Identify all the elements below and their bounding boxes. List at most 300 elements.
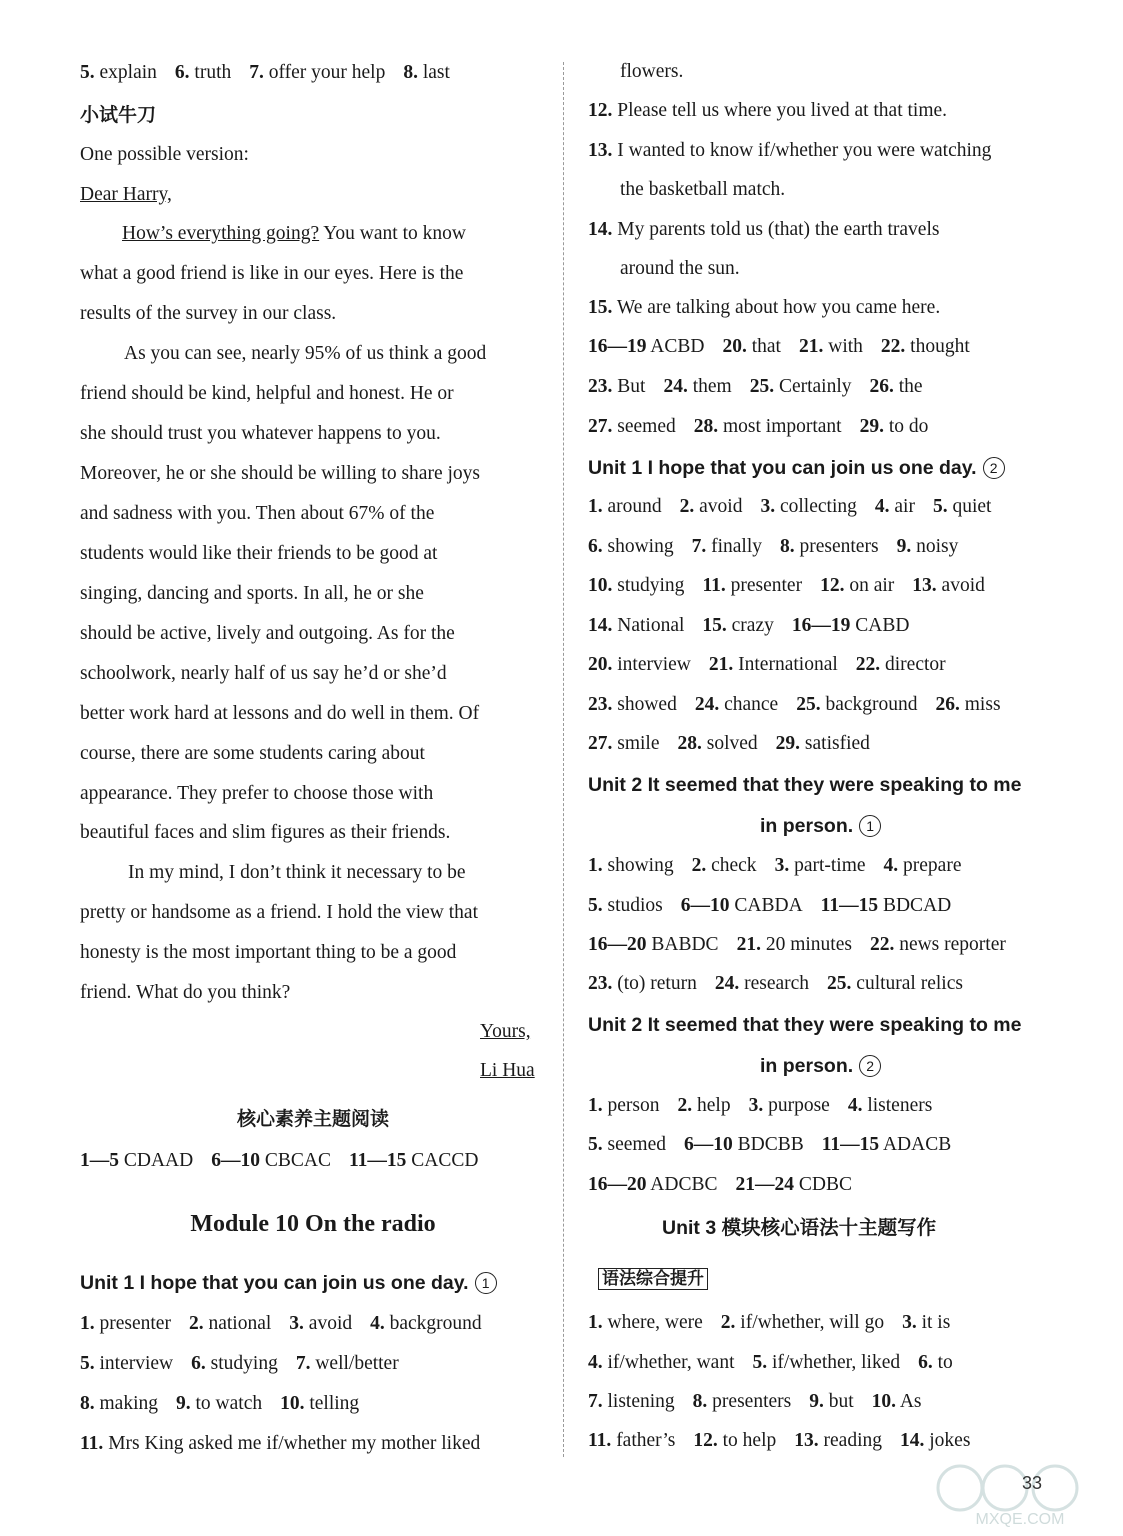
answer-text: showing [602,855,674,876]
letter-line [122,221,466,247]
answer-number: 27. [588,416,613,437]
answer-line [588,494,1009,520]
answer-item [860,416,929,437]
watermark-text: MXQE.COM [975,1511,1065,1528]
answer-item [870,934,1006,955]
watermark-logo [930,1458,1110,1528]
answer-item [900,1430,970,1451]
answer-item [821,895,952,916]
answer-item [80,62,157,83]
answer-text: We are talking about how you came here. [612,297,941,318]
answer-line [620,59,701,85]
answer-number: 23. [588,694,613,715]
unit-title: in person. [760,1055,854,1077]
answer-number: 20. [588,654,613,675]
answer-number: 29. [775,733,801,754]
answer-item [792,615,910,636]
answer-number: 21—24 [735,1174,794,1195]
answer-text: to do [883,416,929,437]
answer-item [176,1393,262,1414]
answer-text: collecting [775,496,857,517]
answer-item [902,1312,950,1333]
answer-item [588,654,691,675]
answer-number: 2. [679,496,695,517]
answer-number: 2. [677,1095,693,1116]
answer-text: seemed [602,1134,666,1155]
answer-number: 2. [691,855,707,876]
answer-text: jokes [924,1430,971,1451]
answer-item [796,694,917,715]
answer-number: 6—10 [680,895,730,916]
answer-text: news reporter [894,934,1006,955]
answer-item [872,1391,922,1412]
answer-text: but [823,1391,854,1412]
answer-number: 21. [798,336,824,357]
answer-number: 1—5 [80,1150,119,1171]
module-title: Module 10 On the radio [190,1211,436,1237]
answer-number: 24. [714,973,740,994]
answer-number: 4. [588,1352,603,1373]
letter-line: friend should be kind, helpful and honest. He or [80,383,454,404]
answer-text: Certainly [774,376,852,397]
answer-item [918,1352,953,1373]
answer-text: interview [94,1353,174,1374]
answer-text: noisy [911,536,959,557]
answer-number: 3. [774,855,790,876]
answer-item [760,496,856,517]
answer-text: listeners [862,1095,933,1116]
answer-item [780,536,879,557]
answer-item [620,258,740,279]
answer-item [737,934,852,955]
answer-text: purpose [763,1095,830,1116]
letter-line: schoolwork, nearly half of us say he’d or she’d [80,663,447,684]
answer-line [588,1172,870,1198]
answer-item [588,855,674,876]
answer-item [588,1352,735,1373]
answer-item [775,855,866,876]
answer-line [588,217,957,243]
answer-text: BDCBB [732,1134,804,1155]
answer-text: BDCAD [878,895,952,916]
answer-number: 9. [176,1393,191,1414]
unit-heading-cont [760,1053,881,1079]
answer-item [695,694,778,715]
answer-number: 4. [874,496,890,517]
answer-number: 8. [80,1393,95,1414]
letter-line: pretty or handsome as a friend. I hold the view that [80,902,479,923]
answer-text: cultural relics [851,973,963,994]
answer-number: 8. [780,536,795,557]
answer-text: CDAAD [119,1150,194,1171]
answer-number: 21. [708,654,734,675]
answer-item [588,1174,717,1195]
answer-number: 9. [809,1391,824,1412]
answer-text: National [612,615,685,636]
unit-title: Unit 1 I hope that you can join us one day. [588,457,977,479]
answer-item [588,219,939,240]
answer-text: to help [717,1430,777,1451]
answer-number: 3. [289,1313,304,1334]
answer-text: director [880,654,946,675]
letter-line: and sadness with you. Then about 67% of the [80,503,435,524]
answer-text: satisfied [800,733,870,754]
answer-item [936,694,1001,715]
answer-text: person [602,1095,660,1116]
answer-item [80,1313,171,1334]
answer-item [875,496,915,517]
answer-item [820,575,894,596]
answer-item [588,615,684,636]
answer-item [588,733,660,754]
answer-number: 12. [820,575,845,596]
answer-item [249,62,385,83]
answer-text: national [203,1313,272,1334]
answer-item [588,1134,666,1155]
answer-number: 3. [760,496,776,517]
letter-line: should be active, lively and outgoing. As for the [80,623,455,644]
answer-number: 12. [588,100,613,121]
answer-number: 23. [588,376,613,397]
unit-heading: Unit 3 模块核心语法十主题写作 [662,1217,937,1239]
answer-item [809,1391,853,1412]
answer-text: Please tell us where you lived at that time. [612,100,948,121]
answer-number: 7. [588,1391,603,1412]
answer-item [678,1095,731,1116]
grammar-section-label [598,1266,708,1292]
answer-item [588,1430,675,1451]
unit-heading: Unit 2 It seemed that they were speaking to me [588,774,1022,796]
answer-number: 5. [752,1352,768,1373]
answer-item [80,1150,193,1171]
unit-heading-cont [760,813,881,839]
answer-text: finally [706,536,762,557]
answer-number: 21. [736,934,761,955]
answer-number: 3. [902,1312,917,1333]
answer-item [588,895,663,916]
answer-number: 9. [896,536,912,557]
answer-line [588,932,1024,958]
answer-number: 4. [370,1313,385,1334]
answer-line [588,138,1009,164]
answer-text: presenter [725,575,803,596]
answer-item [702,615,773,636]
answer-line [588,1093,950,1119]
answer-text: background [820,694,918,715]
answer-text: father’s [611,1430,676,1451]
answer-number: 27. [588,733,613,754]
answer-text: if/whether, want [602,1352,735,1373]
answer-item [912,575,985,596]
answer-item [175,62,231,83]
answer-item [722,336,781,357]
answer-line [588,731,888,757]
answer-text: ACBD [646,336,705,357]
answer-number: 8. [692,1391,708,1412]
page-number: 33 [1022,1473,1043,1493]
unit-heading [588,455,1005,481]
circled-number: 2 [983,457,1005,479]
answer-item [370,1313,482,1334]
answer-number: 24. [694,694,720,715]
answer-number: 10. [588,575,613,596]
letter-greeting: Dear Harry, [80,184,172,205]
answer-item [721,1312,884,1333]
answer-text: on air [844,575,895,596]
answer-text: quiet [947,496,992,517]
answer-item [663,376,731,397]
answer-item [588,416,676,437]
letter-line: Moreover, he or she should be willing to share joys [80,463,480,484]
answer-item [692,536,762,557]
answer-number: 6. [588,536,603,557]
letter-line: As you can see, nearly 95% of us think a good [124,343,487,364]
answer-item [588,376,645,397]
answer-number: 2. [188,1313,204,1334]
letter-line: she should trust you whatever happens to you. [80,423,441,444]
answer-text: 20 minutes [760,934,852,955]
unit-title: Unit 1 I hope that you can join us one day. [80,1272,469,1294]
answer-text: presenters [707,1391,792,1412]
answer-item [822,1134,952,1155]
answer-number: 2. [720,1312,736,1333]
answer-line [80,1311,500,1337]
letter-underlined-phrase: How’s everything going? [122,223,320,244]
answer-line [588,334,988,360]
answer-item [588,934,719,955]
answer-item [588,1312,703,1333]
answer-text: interview [612,654,691,675]
answer-number: 24. [663,376,688,397]
answer-item [80,1433,480,1454]
unit-heading [80,1270,497,1296]
answer-text: avoid [694,496,743,517]
answer-text: CABDA [729,895,803,916]
answer-number: 16—20 [588,1174,647,1195]
answer-line [588,295,958,321]
answer-number: 13. [794,1430,819,1451]
answer-text: CABD [850,615,910,636]
answer-line [80,1431,498,1457]
answer-item [680,496,743,517]
answer-item [693,1391,792,1412]
letter-closing: Yours, [480,1021,531,1042]
answer-text: truth [189,62,232,83]
answer-text: CBCAC [259,1150,331,1171]
grammar-box: 语法综合提升 [598,1268,708,1290]
answer-item [702,575,802,596]
answer-number: 16—19 [588,336,647,357]
letter-line: singing, dancing and sports. In all, he or she [80,583,424,604]
answer-item [693,1430,776,1451]
answer-number: 7. [249,62,264,83]
answer-line [80,1391,377,1417]
answer-text: offer your help [263,62,386,83]
answer-item [191,1353,278,1374]
answer-text: most important [718,416,842,437]
answer-item [588,1391,675,1412]
answer-number: 3. [748,1095,764,1116]
answer-number: 15. [588,297,613,318]
answer-item [856,654,946,675]
answer-item [588,100,947,121]
answer-line [588,1389,940,1415]
answer-text: chance [719,694,779,715]
letter-line: results of the survey in our class. [80,303,337,324]
answer-text: showing [602,536,674,557]
answer-number: 11—15 [820,895,879,916]
answer-text: making [94,1393,158,1414]
answer-item [349,1150,479,1171]
answer-item [827,973,963,994]
answer-number: 28. [677,733,702,754]
answer-text: if/whether, will go [735,1312,885,1333]
unit-heading: Unit 2 It seemed that they were speaking to me [588,1014,1022,1036]
answer-line [588,1428,988,1454]
answer-line [588,374,941,400]
answer-number: 11. [80,1433,104,1454]
answer-number: 6—10 [211,1150,260,1171]
answer-line [588,613,927,639]
answer-number: 12. [693,1430,718,1451]
answer-line [620,177,803,203]
answer-number: 10. [871,1391,897,1412]
answer-text: seemed [612,416,676,437]
answer-number: 5. [80,62,95,83]
version-label: One possible version: [80,144,249,165]
answer-item [848,1095,932,1116]
answer-line [80,1148,496,1174]
answer-item [735,1174,851,1195]
answer-text: My parents told us (that) the earth travels [612,219,940,240]
answer-line [588,652,964,678]
unit-title: in person. [760,815,854,837]
answer-text: around the sun. [620,258,740,279]
answer-item [694,416,842,437]
answer-text: solved [701,733,758,754]
answer-text: CACCD [406,1150,479,1171]
answer-item [588,694,677,715]
answer-line [588,573,1003,599]
answer-line [588,971,981,997]
answer-number: 14. [588,219,613,240]
letter-line: In my mind, I don’t think it necessary to be [128,862,466,883]
answer-number: 7. [691,536,707,557]
answer-text: help [692,1095,731,1116]
answer-number: 8. [403,62,418,83]
letter-line: honesty is the most important thing to be a good [80,942,457,963]
answer-number: 6. [918,1352,933,1373]
answer-text: listening [602,1391,675,1412]
answer-number: 1. [80,1313,95,1334]
answer-number: 1. [588,496,603,517]
answer-item [749,1095,830,1116]
answer-text: the basketball match. [620,179,786,200]
letter-line: appearance. They prefer to choose those with [80,783,434,804]
answer-item [709,654,838,675]
answer-text: avoid [936,575,985,596]
answer-number: 16—19 [791,615,851,636]
answer-text: crazy [726,615,774,636]
answer-text: CDBC [793,1174,852,1195]
answer-text: International [733,654,838,675]
answer-text: part-time [789,855,866,876]
answer-line [588,692,1019,718]
answer-item [280,1393,359,1414]
answer-number: 11. [702,575,726,596]
answer-item [620,61,683,82]
section-heading-xiaoshi: 小试牛刀 [80,104,157,126]
answer-text: it is [916,1312,951,1333]
answer-text: thought [905,336,970,357]
letter-line: course, there are some students caring about [80,743,425,764]
answer-text: Mrs King asked me if/whether my mother liked [103,1433,481,1454]
circled-number: 1 [475,1272,497,1294]
answer-number: 26. [869,376,894,397]
answer-item [296,1353,399,1374]
answer-number: 4. [847,1095,863,1116]
answer-item [753,1352,901,1373]
letter-line: beautiful faces and slim figures as their friends. [80,822,451,843]
answer-text: them [687,376,732,397]
answer-item [620,179,785,200]
answer-text: ADACB [879,1134,952,1155]
answer-number: 1. [588,855,603,876]
answer-number: 23. [588,973,613,994]
answer-number: 14. [588,615,613,636]
answer-item [588,1095,660,1116]
answer-item [588,140,991,161]
answer-text: studying [612,575,685,596]
answer-number: 29. [859,416,884,437]
answer-item [588,575,684,596]
answer-line [620,256,758,282]
answer-line [588,534,976,560]
answer-number: 15. [702,615,727,636]
answer-line [588,98,965,124]
answer-text: background [384,1313,482,1334]
answer-number: 1. [588,1095,603,1116]
answer-text: if/whether, liked [767,1352,901,1373]
answer-text: check [706,855,757,876]
answer-item [881,336,970,357]
answer-item [588,336,704,357]
answer-line [80,60,468,86]
answer-text: ADCBC [646,1174,718,1195]
answer-number: 20. [722,336,747,357]
answer-text: telling [304,1393,360,1414]
answer-text: But [612,376,646,397]
section-heading-hexin: 核心素养主题阅读 [236,1108,389,1130]
answer-item [588,536,674,557]
answer-text: last [417,62,450,83]
column-divider [563,62,564,1457]
answer-number: 10. [280,1393,305,1414]
circled-number: 2 [859,1055,881,1077]
answer-text: avoid [303,1313,353,1334]
answer-line [588,1132,969,1158]
letter-line: students would like their friends to be good at [80,543,438,564]
answer-number: 11. [588,1430,612,1451]
answer-number: 26. [935,694,960,715]
answer-item [678,733,758,754]
answer-text: showed [612,694,677,715]
letter-line: friend. What do you think? [80,982,291,1003]
answer-number: 22. [869,934,895,955]
answer-text: flowers. [620,61,684,82]
answer-line [588,414,946,440]
answer-text: explain [94,62,157,83]
